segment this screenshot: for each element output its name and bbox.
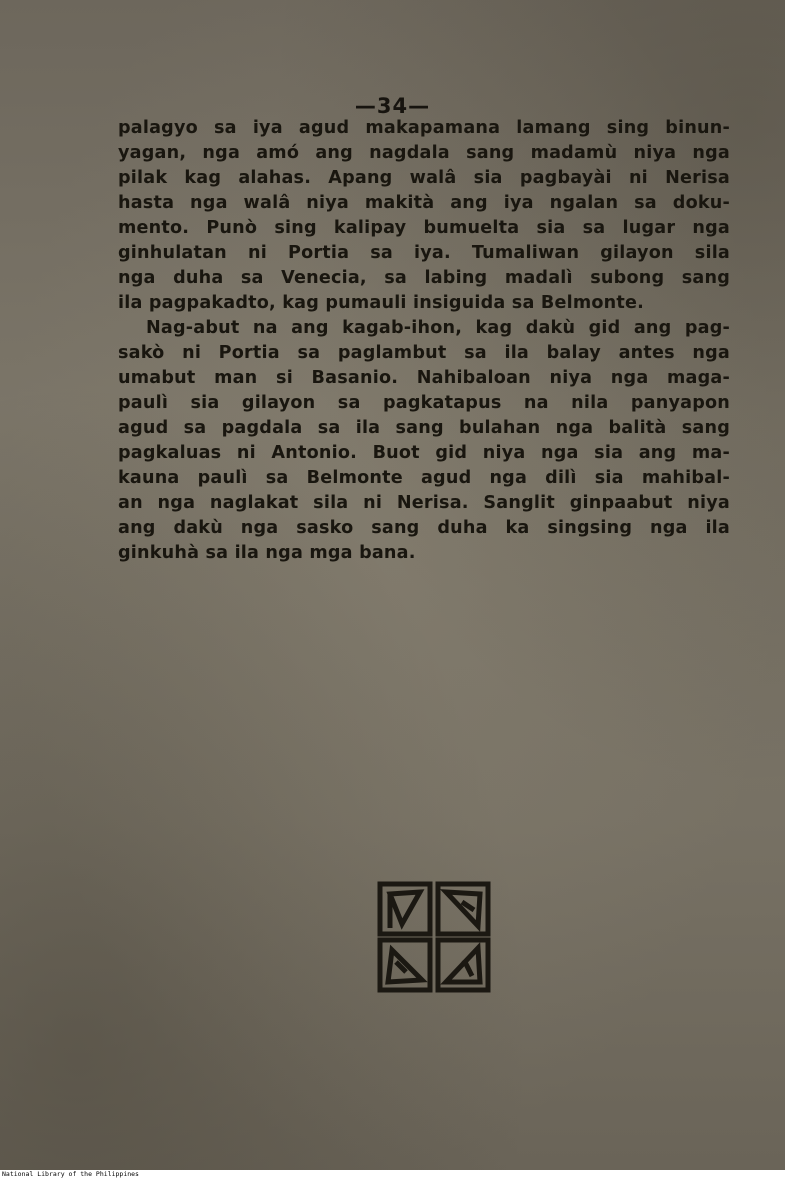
- text-line: an nga naglakat sila ni Nerisa. Sanglit ginpaabut niya: [118, 493, 730, 513]
- paragraph-2: [118, 316, 730, 566]
- text-line: mento. Punò sing kalipay bumuelta sia sa lugar nga: [118, 218, 730, 238]
- footer-credit-text: National Library of the Philippines: [2, 1170, 139, 1178]
- text-line: ginhulatan ni Portia sa iya. Tumaliwan gilayon sila: [118, 243, 730, 263]
- text-line: nga duha sa Venecia, sa labing madalì subong sang: [118, 268, 730, 288]
- text-line: umabut man si Basanio. Nahibaloan niya nga maga-: [118, 368, 730, 388]
- text-line: palagyo sa iya agud makapamana lamang sing binun-: [118, 118, 730, 138]
- text-line: yagan, nga amó ang nagdala sang madamù niya nga: [118, 143, 730, 163]
- footer-credit: [0, 1170, 785, 1178]
- paragraph-1: [118, 116, 730, 316]
- text-line: pilak kag alahas. Apang walâ sia pagbayài ni Nerisa: [118, 168, 730, 188]
- printers-ornament-icon: [376, 880, 492, 994]
- text-line: Nag-abut na ang kagab-ihon, kag dakù gid ang pag-: [146, 318, 730, 338]
- text-line: hasta nga walâ niya makità ang iya ngalan sa doku-: [118, 193, 730, 213]
- body-text: [118, 116, 730, 566]
- text-line: agud sa pagdala sa ila sang bulahan nga balità sang: [118, 418, 730, 438]
- text-line: ila pagpakadto, kag pumauli insiguida sa Belmonte.: [118, 293, 645, 313]
- text-line: paulì sia gilayon sa pagkatapus na nila panyapon: [118, 393, 730, 413]
- text-line: pagkaluas ni Antonio. Buot gid niya nga sia ang ma-: [118, 443, 730, 463]
- text-line: sakò ni Portia sa paglambut sa ila balay antes nga: [118, 343, 730, 363]
- text-line: kauna paulì sa Belmonte agud nga dilì sia mahibal-: [118, 468, 730, 488]
- page-number: —34—: [354, 94, 431, 118]
- text-line: ginkuhà sa ila nga mga bana.: [118, 543, 416, 563]
- text-line: ang dakù nga sasko sang duha ka singsing nga ila: [118, 518, 730, 538]
